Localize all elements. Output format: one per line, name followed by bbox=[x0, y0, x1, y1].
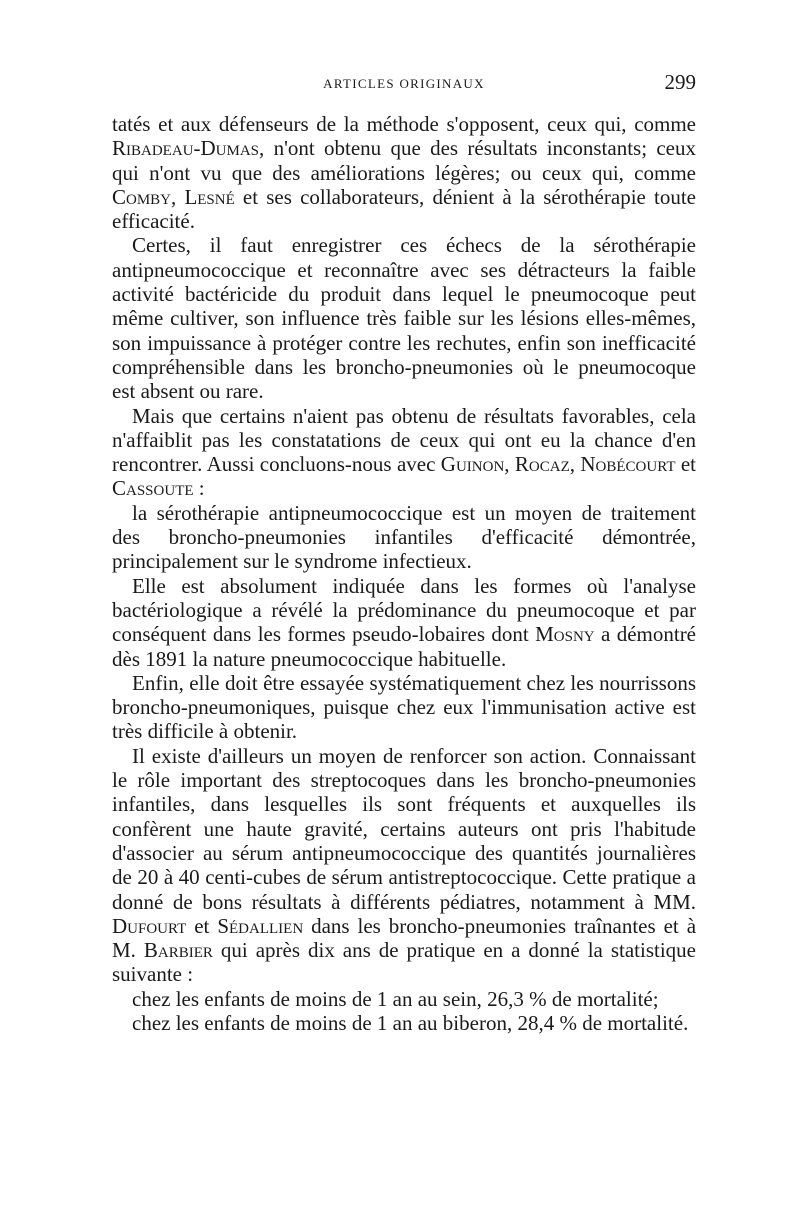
text-run: a démontré dès 1891 la nature pneumococcique habituelle. bbox=[112, 622, 697, 671]
author-name: Barbier bbox=[143, 938, 213, 963]
text-run: : bbox=[193, 476, 205, 501]
author-name: Sédallien bbox=[217, 913, 304, 938]
paragraph bbox=[112, 744, 696, 987]
author-name: Comby bbox=[112, 184, 172, 209]
text-run: et bbox=[186, 913, 218, 938]
running-title: ARTICLES ORIGINAUX bbox=[323, 76, 485, 91]
text-run: , bbox=[569, 452, 581, 477]
paragraph: chez les enfants de moins de 1 an au sein, 26,3 % de mortalité; bbox=[132, 986, 659, 1011]
author-name: Nobécourt bbox=[580, 452, 676, 477]
text-run: Mais que certains n'aient pas obtenu de résultats favorables, cela n'affaiblit pas les constatations de ceux qui ont eu la chance d'en rencontrer. Aussi concluons-nous avec bbox=[112, 403, 696, 477]
author-name: Rocaz bbox=[514, 452, 570, 477]
text-run: et ses collaborateurs, dénient à la sérothérapie toute efficacité. bbox=[112, 184, 697, 234]
body-text bbox=[112, 112, 696, 1035]
paragraph: Enfin, elle doit être essayée systématiquement chez les nourrissons broncho-pneumoniques, puisque chez eux l'immunisation active est très difficile à obtenir. bbox=[112, 670, 696, 744]
text-run: et bbox=[675, 452, 697, 477]
text-run: , n'ont obtenu que des résultats inconstants; ceux qui n'ont vu que des améliorations légères; ou ceux qui, comme bbox=[112, 136, 696, 185]
paragraph: la sérothérapie antipneumococcique est un moyen de traitement des broncho-pneumonies infantiles d'efficacité démontrée, principalement sur le syndrome infectieux. bbox=[112, 500, 696, 574]
text-run: qui après dix ans de pratique en a donné la statistique suivante : bbox=[112, 938, 696, 987]
paragraph: Certes, il faut enregistrer ces échecs de la sérothérapie antipneumococcique et reconnaître avec ses détracteurs la faible activité bactéricide du produit dans lequel le pneumocoque peut même cultiver, son influence très faible sur les lésions elles-mêmes, son impuissance à protéger contre les rechutes, enfin son inefficacité compréhensible dans les broncho-pneumonies où le pneumocoque est absent ou rare. bbox=[112, 233, 696, 404]
author-name: Dufourt bbox=[112, 913, 187, 938]
paragraph bbox=[112, 404, 696, 501]
text-run: Elle est absolument indiquée dans les formes où l'analyse bactériologique a révélé la prédominance du pneumocoque et par conséquent dans les formes pseudo-lobaires dont bbox=[112, 573, 696, 647]
author-name: Cassoute bbox=[112, 476, 194, 501]
text-run: , bbox=[171, 184, 185, 209]
text-run: Il existe d'ailleurs un moyen de renforcer son action. Connaissant le rôle important des streptocoques dans les broncho-pneumonies infantiles, dans lesquelles ils sont fréquents et auxquelles ils confèrent une haute gravité, certains auteurs ont pris l'habitude d'associer au sérum antipneumococcique des quantités journalières de 20 à 40 centi-cubes de sérum antistreptococcique. Cette pratique a donné de bons résultats à différents pédiatres, notamment à MM. bbox=[112, 743, 696, 914]
running-header bbox=[112, 66, 696, 96]
text-run: , bbox=[504, 452, 515, 477]
author-name: Mosny bbox=[535, 622, 595, 647]
page-number: 299 bbox=[664, 70, 696, 94]
text-run: dans les broncho-pneumonies traînantes et à M. bbox=[112, 913, 697, 963]
paragraph: chez les enfants de moins de 1 an au biberon, 28,4 % de mortalité. bbox=[132, 1010, 689, 1035]
paragraph bbox=[112, 112, 696, 233]
author-name: Lesné bbox=[184, 184, 235, 209]
text-run: tatés et aux défenseurs de la méthode s'opposent, ceux qui, comme bbox=[112, 112, 696, 136]
paragraph bbox=[112, 574, 696, 671]
author-name: Ribadeau-Dumas bbox=[112, 136, 260, 161]
author-name: Guinon bbox=[440, 452, 505, 477]
